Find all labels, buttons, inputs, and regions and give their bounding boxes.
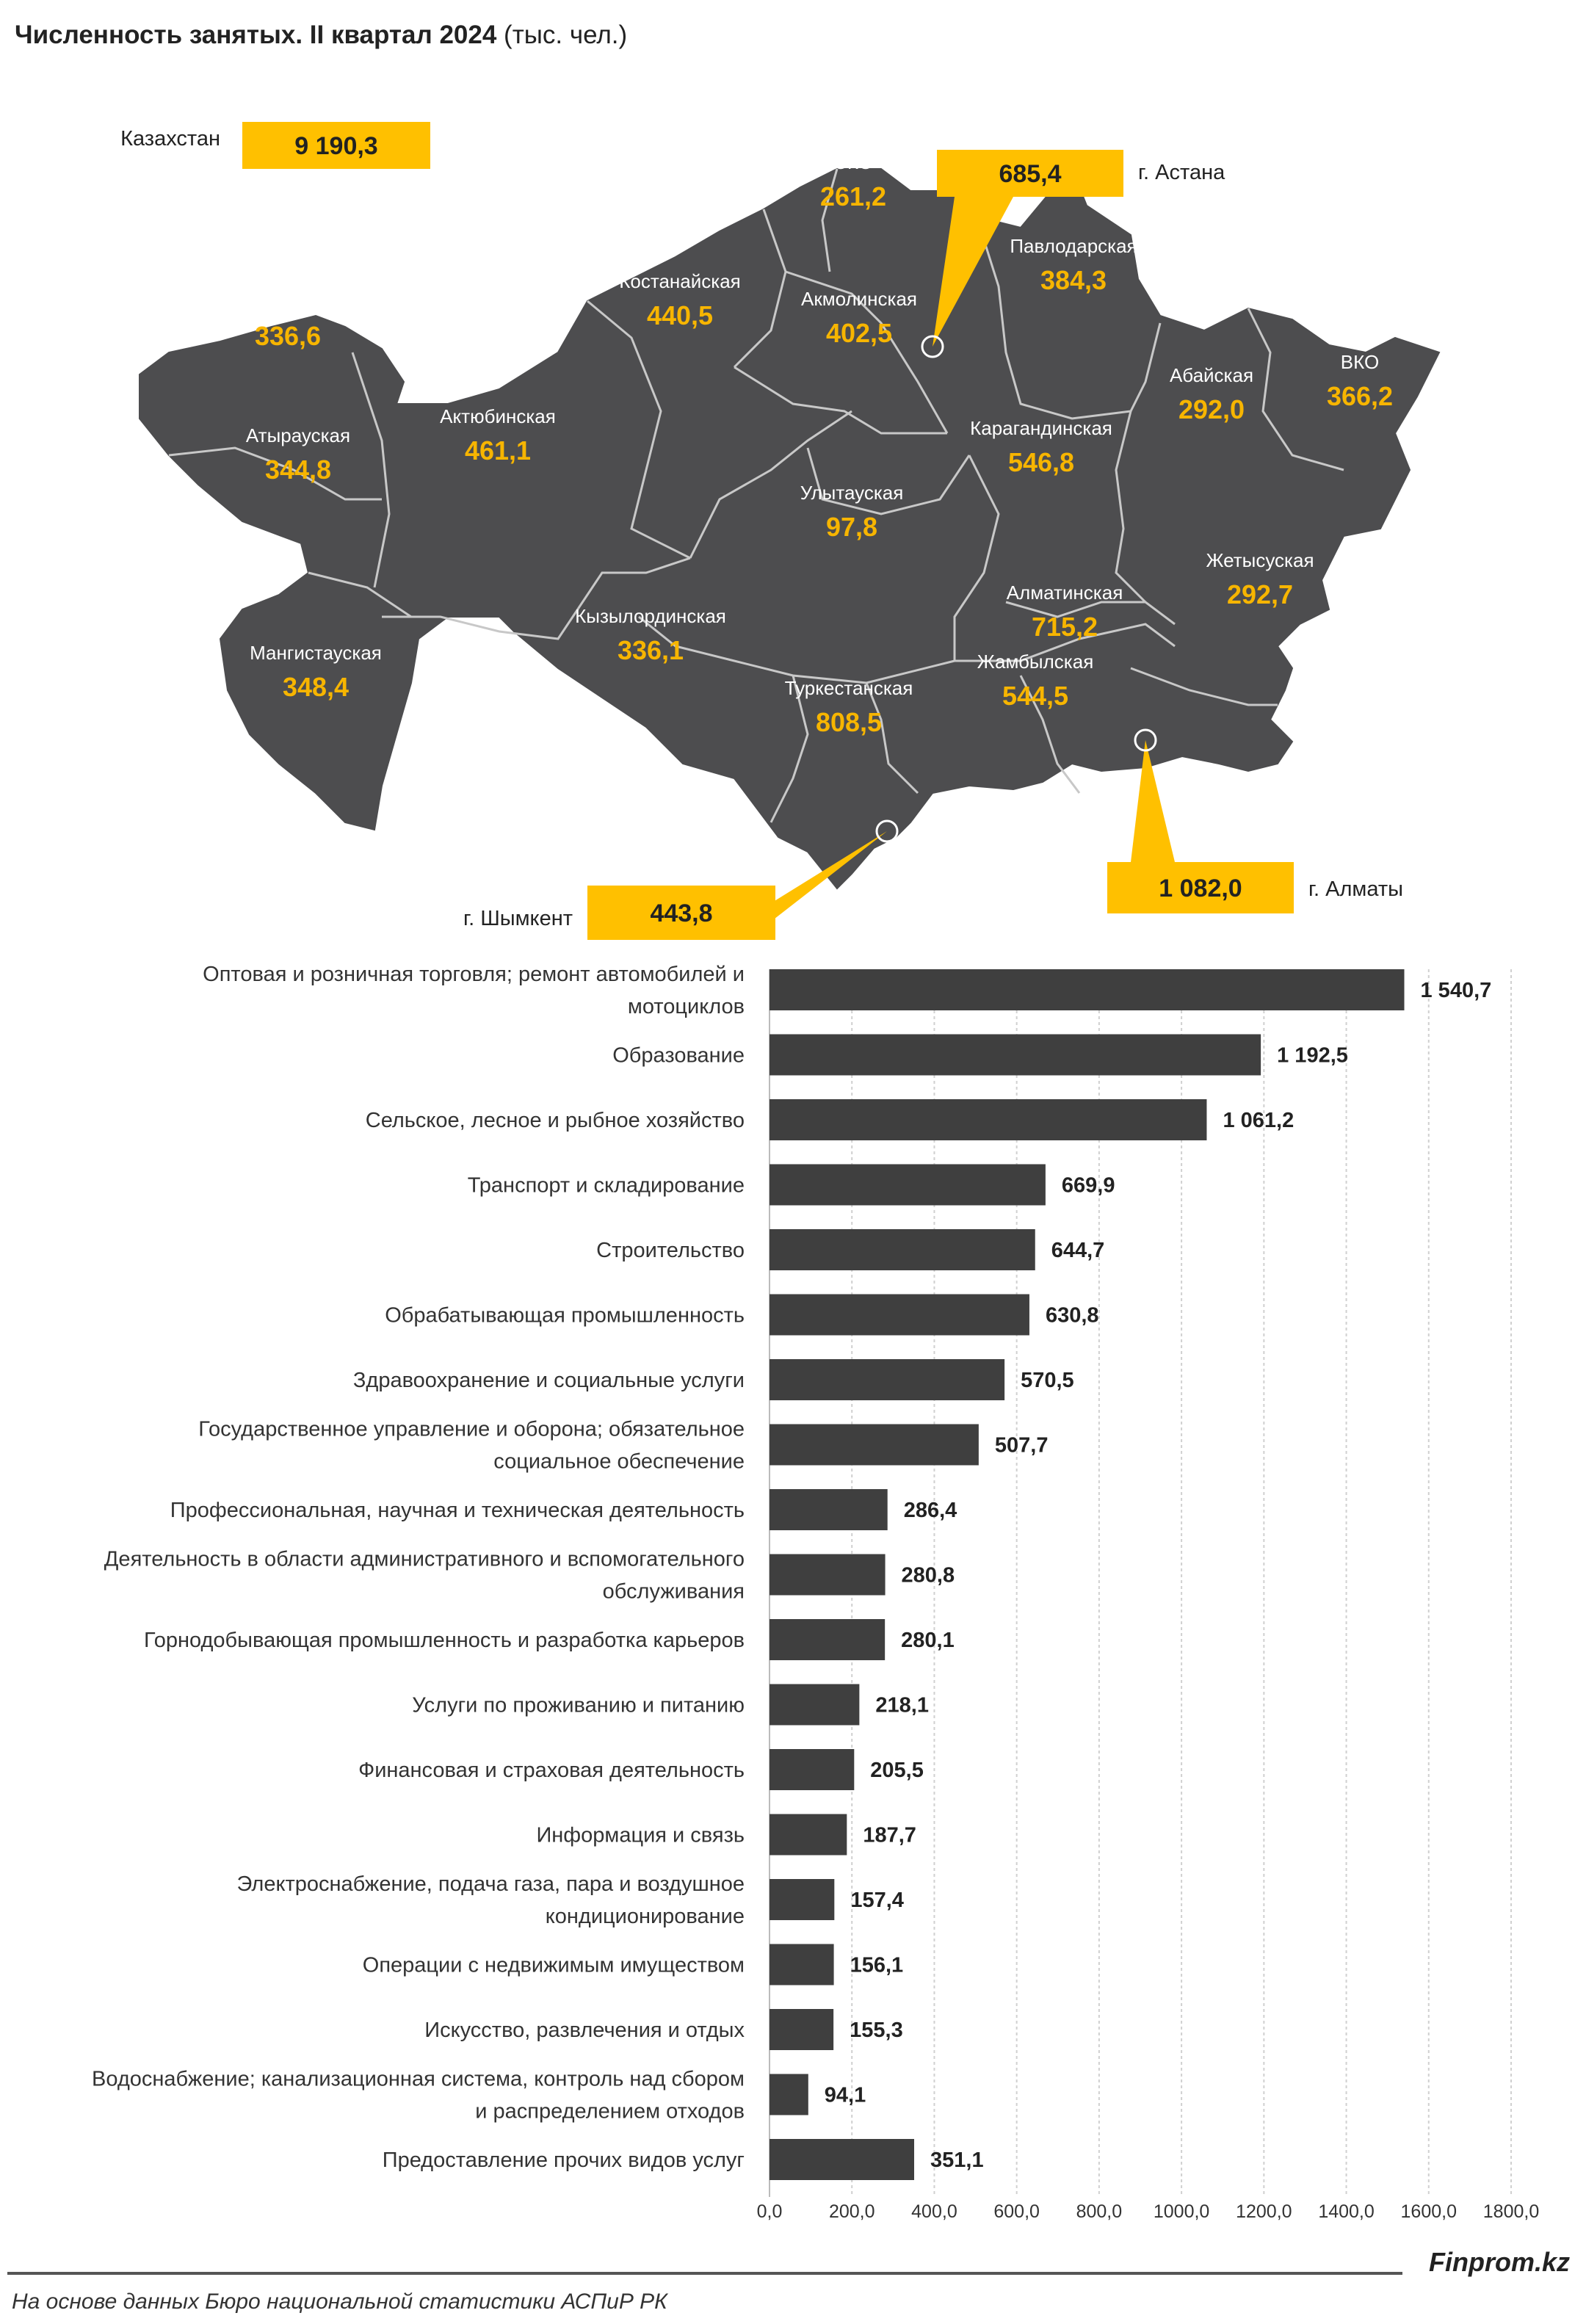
- country-total: [120, 122, 430, 169]
- bar-value-label: 280,8: [901, 1563, 955, 1588]
- category-label-line: мотоциклов: [627, 995, 745, 1018]
- region-name: Улытауская: [800, 482, 904, 504]
- brand-logo: Finprom.kz: [1428, 2247, 1570, 2277]
- category-label: [198, 1418, 745, 1474]
- region-name: Акмолинская: [800, 288, 918, 310]
- bar: [770, 1684, 859, 1726]
- chart-title-bold: Численность занятых. II квартал 2024: [15, 21, 497, 49]
- region-value: 261,2: [819, 181, 887, 211]
- bar: [770, 1554, 886, 1596]
- region-value: 348,4: [282, 672, 350, 702]
- category-label: [237, 1872, 745, 1928]
- category-label: [424, 2019, 745, 2042]
- chart-title: [15, 21, 627, 50]
- bar: [770, 1489, 888, 1530]
- country-total-label: Казахстан: [120, 127, 220, 151]
- category-label: [363, 1954, 745, 1977]
- region-1: [255, 291, 321, 351]
- callout-city-name: г. Алматы: [1308, 877, 1403, 901]
- bar-value-label: 155,3: [850, 2019, 903, 2042]
- region-value: 292,7: [1226, 579, 1294, 609]
- x-tick-label: 1600,0: [1400, 2201, 1458, 2222]
- bar-value-label: 669,9: [1061, 1173, 1115, 1198]
- bar: [770, 2074, 808, 2115]
- bar: [770, 2009, 833, 2050]
- category-label-line: Строительство: [596, 1239, 745, 1262]
- callout-value: 1 082,0: [1159, 875, 1242, 902]
- region-6: [820, 151, 886, 211]
- category-label: [385, 1304, 745, 1328]
- footer: [0, 2247, 1586, 2324]
- bar-value-label: 570,5: [1021, 1369, 1074, 1392]
- map-svg: [0, 59, 1586, 930]
- x-axis-ticks: [757, 2201, 1540, 2222]
- bar-value-label: 1 192,5: [1277, 1043, 1348, 1068]
- region-value: 384,3: [1040, 265, 1107, 295]
- region-name: ВКО: [1340, 351, 1380, 373]
- bar: [770, 1619, 885, 1660]
- chart-title-unit: (тыс. чел.): [496, 21, 628, 49]
- bar: [770, 1879, 834, 1920]
- region-value: 546,8: [1007, 447, 1075, 477]
- category-label: [170, 1499, 745, 1522]
- bar: [770, 1099, 1206, 1140]
- callout-value: 685,4: [999, 160, 1062, 188]
- category-label-line: Оптовая и розничная торговля; ремонт автомобилей и: [203, 963, 745, 986]
- category-label-line: Профессиональная, научная и техническая деятельность: [170, 1499, 745, 1522]
- category-label: [412, 1694, 745, 1717]
- bar: [770, 1165, 1046, 1206]
- bar: [770, 1035, 1261, 1076]
- region-name: Павлодарская: [1010, 235, 1137, 257]
- category-label-line: Водоснабжение; канализационная система, контроль над сбором: [92, 2067, 745, 2091]
- bar: [770, 1425, 979, 1466]
- category-label: [104, 1548, 745, 1604]
- category-label-line: кондиционирование: [545, 1905, 745, 1928]
- category-label-line: Горнодобывающая промышленность и разработка карьеров: [143, 1629, 745, 1652]
- region-value: 344,8: [264, 455, 332, 485]
- bar-value-label: 286,4: [903, 1499, 957, 1522]
- category-label: [92, 2068, 745, 2124]
- bar-value-label: 205,5: [870, 1759, 924, 1782]
- category-label: [536, 1824, 745, 1847]
- region-value: 336,6: [254, 321, 322, 351]
- bar-value-label: 351,1: [930, 2149, 984, 2172]
- source-note: На основе данных Бюро национальной статистики АСПиР РК: [12, 2289, 667, 2314]
- region-value: 808,5: [815, 707, 883, 737]
- category-label-line: Образование: [612, 1043, 745, 1068]
- category-label-line: социальное обеспечение: [493, 1449, 745, 1474]
- category-label: [144, 1629, 745, 1652]
- x-tick-label: 1400,0: [1318, 2201, 1375, 2222]
- category-label-line: Услуги по проживанию и питанию: [412, 1693, 745, 1717]
- bar: [770, 1814, 847, 1856]
- bar-value-label: 218,1: [875, 1693, 929, 1717]
- category-label-line: Здравоохранение и социальные услуги: [352, 1369, 745, 1392]
- category-label-line: Информация и связь: [536, 1823, 745, 1847]
- region-value: 461,1: [464, 435, 532, 466]
- category-label-line: Электроснабжение, подача газа, пара и воздушное: [236, 1872, 745, 1896]
- region-value: 715,2: [1031, 612, 1098, 642]
- bar-value-label: 156,1: [850, 1953, 904, 1977]
- region-value: 402,5: [825, 318, 893, 348]
- region-name: Жамбылская: [977, 651, 1094, 673]
- category-label-line: Предоставление прочих видов услуг: [382, 2149, 745, 2172]
- category-label: [596, 1239, 745, 1262]
- category-label-line: Финансовая и страховая деятельность: [358, 1759, 745, 1782]
- bar: [770, 2139, 914, 2180]
- region-name: Жетысуская: [1206, 549, 1314, 571]
- region-name: Туркестанская: [784, 677, 913, 699]
- x-tick-label: 600,0: [993, 2201, 1040, 2222]
- region-value: 292,0: [1178, 394, 1245, 424]
- category-label: [468, 1174, 745, 1198]
- bar: [770, 1229, 1035, 1270]
- x-tick-label: 800,0: [1076, 2201, 1123, 2222]
- bar: [770, 969, 1405, 1010]
- bar-value-label: 1 540,7: [1420, 979, 1492, 1002]
- bar-value-label: 157,4: [850, 1889, 904, 1912]
- category-label-line: Искусство, развлечения и отдых: [424, 2019, 745, 2042]
- region-name: Абайская: [1169, 364, 1254, 386]
- region-name: Кызылординская: [575, 605, 726, 627]
- category-label-line: Обрабатывающая промышленность: [385, 1303, 745, 1328]
- bar: [770, 1359, 1004, 1400]
- category-label: [358, 1759, 745, 1782]
- category-label-line: обслуживания: [602, 1579, 745, 1604]
- category-label: [203, 963, 745, 1018]
- category-label: [366, 1109, 745, 1132]
- category-label-line: Сельское, лесное и рыбное хозяйство: [365, 1109, 745, 1132]
- region-name: Алматинская: [1006, 582, 1123, 604]
- category-label: [353, 1369, 745, 1392]
- bar: [770, 1749, 854, 1790]
- category-label-line: Государственное управление и оборона; обязательное: [198, 1417, 745, 1441]
- x-tick-label: 0,0: [756, 2201, 783, 2222]
- bars: [92, 963, 1491, 2180]
- region-name: ЗКО: [269, 291, 307, 313]
- category-label: [612, 1044, 745, 1068]
- region-name: Атырауская: [245, 424, 351, 446]
- region-name: Мангистауская: [250, 642, 382, 664]
- x-tick-label: 200,0: [828, 2201, 875, 2222]
- region-value: 336,1: [617, 635, 684, 665]
- region-name: Костанайская: [619, 270, 741, 292]
- country-shape: [140, 169, 1439, 888]
- region-name: Карагандинская: [970, 417, 1112, 439]
- category-label-line: и распределением отходов: [475, 2099, 745, 2124]
- x-tick-label: 1800,0: [1482, 2201, 1540, 2222]
- x-tick-label: 1200,0: [1236, 2201, 1292, 2222]
- bar-value-label: 630,8: [1045, 1303, 1099, 1328]
- region-value: 440,5: [646, 300, 714, 330]
- category-label-line: Транспорт и складирование: [467, 1173, 745, 1198]
- region-value: 544,5: [1002, 681, 1069, 711]
- category-label-line: Операции с недвижимым имуществом: [362, 1953, 745, 1977]
- country-total-value: 9 190,3: [294, 132, 378, 160]
- footer-divider: [7, 2272, 1402, 2275]
- bar-value-label: 507,7: [994, 1433, 1049, 1458]
- callout-city-name: г. Астана: [1138, 161, 1225, 184]
- employment-by-industry-chart: [0, 940, 1586, 2247]
- x-tick-label: 400,0: [911, 2201, 957, 2222]
- bar-value-label: 1 061,2: [1223, 1109, 1294, 1132]
- region-name: СКО: [833, 151, 873, 173]
- bar-value-label: 644,7: [1051, 1239, 1105, 1262]
- category-label-line: Деятельность в области административного и вспомогательного: [104, 1547, 745, 1571]
- bar-value-label: 187,7: [863, 1823, 916, 1847]
- kazakhstan-map: [0, 59, 1586, 930]
- callout-value: 443,8: [650, 899, 713, 927]
- bar-value-label: 94,1: [824, 2083, 866, 2107]
- region-9: [1170, 364, 1253, 424]
- region-value: 97,8: [825, 512, 878, 542]
- region-value: 366,2: [1326, 381, 1394, 411]
- callout-city-name: г. Шымкент: [463, 907, 573, 930]
- region-name: Актюбинская: [440, 405, 556, 427]
- bar: [770, 1295, 1029, 1336]
- bar-value-label: 280,1: [901, 1629, 955, 1652]
- category-label: [383, 2149, 745, 2172]
- bar-chart-svg: [0, 940, 1586, 2247]
- x-tick-label: 1000,0: [1153, 2201, 1210, 2222]
- bar: [770, 1944, 834, 1985]
